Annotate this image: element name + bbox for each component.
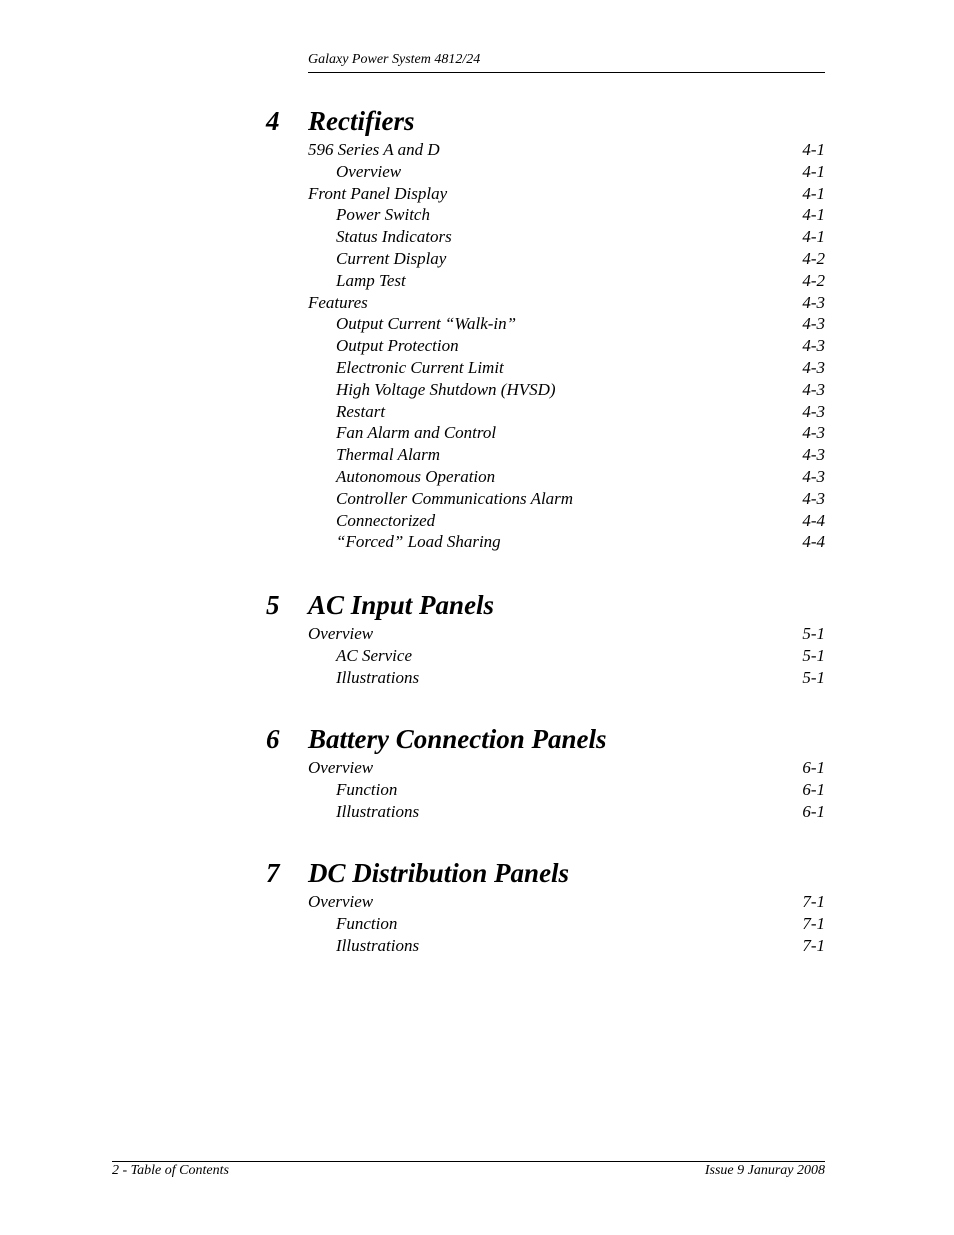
toc-entry-label: Status Indicators [336, 227, 452, 247]
chapter-section [0, 590, 954, 689]
header-divider [308, 72, 825, 73]
chapter-section [0, 858, 954, 957]
toc-entry-page: 4-1 [802, 227, 825, 247]
toc-entry[interactable] [0, 668, 954, 690]
toc-entry-label: Illustrations [336, 667, 420, 687]
toc-entry-page: 4-1 [802, 183, 825, 203]
toc-entry-label: Connectorized [336, 510, 436, 530]
toc-entry-label: “Forced” Load Sharing [336, 532, 501, 552]
toc-entry-label: Restart [336, 401, 386, 421]
chapter-heading[interactable] [0, 590, 954, 624]
toc-entry-page: 4-2 [802, 270, 825, 290]
chapter-number: 4 [266, 106, 280, 136]
toc-entry-page: 4-3 [802, 423, 825, 443]
toc-entry-label: High Voltage Shutdown (HVSD) [336, 379, 556, 399]
toc-entry-label: Function [336, 913, 398, 933]
toc-entry[interactable] [0, 402, 954, 424]
toc-entry[interactable] [0, 205, 954, 227]
toc-entry-label: Power Switch [336, 205, 430, 225]
toc-entry[interactable] [0, 511, 954, 533]
toc-entry[interactable] [0, 467, 954, 489]
toc-entry[interactable] [0, 249, 954, 271]
toc-entry[interactable] [0, 227, 954, 249]
chapter-heading[interactable] [0, 858, 954, 892]
chapter-number: 5 [266, 590, 280, 620]
toc-entry-page: 7-1 [802, 913, 825, 933]
toc-entry-label: AC Service [336, 645, 412, 665]
chapter-number: 6 [266, 724, 280, 754]
toc-entry[interactable] [0, 271, 954, 293]
toc-entry[interactable] [0, 646, 954, 668]
toc-entry-label: Electronic Current Limit [336, 357, 504, 377]
toc-entry[interactable] [0, 380, 954, 402]
toc-entry-page: 7-1 [802, 935, 825, 955]
chapter-title: Battery Connection Panels [308, 724, 607, 754]
toc-entry[interactable] [0, 802, 954, 824]
toc-entry-page: 4-3 [802, 357, 825, 377]
toc-entry-label: Output Protection [336, 336, 459, 356]
toc-entry-label: 596 Series A and D [308, 140, 440, 159]
chapter-section [0, 724, 954, 823]
toc-entry-label: Controller Communications Alarm [336, 488, 574, 508]
toc-entry-page: 4-3 [802, 336, 825, 356]
toc-entry-page: 4-3 [802, 314, 825, 334]
toc-entry[interactable] [0, 624, 954, 646]
toc-entry[interactable] [0, 489, 954, 511]
toc-entry-label: Front Panel Display [308, 183, 448, 203]
toc-entry[interactable] [0, 936, 954, 958]
chapter-title: DC Distribution Panels [308, 858, 570, 888]
toc-entry-label: Overview [308, 892, 374, 911]
toc-entry-page: 4-1 [802, 161, 825, 181]
toc-entry-label: Fan Alarm and Control [336, 423, 497, 443]
toc-entry[interactable] [0, 758, 954, 780]
toc-entry[interactable] [0, 423, 954, 445]
toc-entry-label: Lamp Test [336, 270, 406, 290]
toc-entry-page: 4-3 [802, 488, 825, 508]
toc-entry-page: 5-1 [802, 624, 825, 643]
toc-entry-page: 7-1 [802, 892, 825, 911]
toc-entry[interactable] [0, 184, 954, 206]
toc-entry-page: 5-1 [802, 645, 825, 665]
toc-entry[interactable] [0, 336, 954, 358]
toc-entry-label: Illustrations [336, 935, 420, 955]
toc-entry[interactable] [0, 293, 954, 315]
toc-entry[interactable] [0, 162, 954, 184]
toc-entry-label: Illustrations [336, 801, 420, 821]
footer-divider [112, 1161, 825, 1162]
chapter-number: 7 [266, 858, 280, 888]
toc-entry-label: Current Display [336, 248, 447, 268]
chapter-heading[interactable] [0, 106, 954, 140]
toc-entry-page: 6-1 [802, 758, 825, 777]
toc-entry-page: 4-3 [802, 445, 825, 465]
toc-entry[interactable] [0, 892, 954, 914]
toc-entry-label: Features [308, 292, 368, 312]
chapter-heading[interactable] [0, 724, 954, 758]
toc-entry[interactable] [0, 314, 954, 336]
toc-entry-page: 4-2 [802, 248, 825, 268]
toc-entry-label: Autonomous Operation [336, 466, 496, 486]
toc-entry-page: 6-1 [802, 801, 825, 821]
header-title: Galaxy Power System 4812/24 [308, 52, 481, 67]
toc-entry-page: 4-1 [802, 205, 825, 225]
toc-entry[interactable] [0, 358, 954, 380]
chapter-title: AC Input Panels [308, 590, 495, 620]
chapter-title: Rectifiers [308, 106, 415, 136]
toc-entry-page: 4-4 [802, 510, 825, 530]
toc-entry-page: 6-1 [802, 779, 825, 799]
toc-entry-label: Output Current “Walk-in” [336, 314, 517, 334]
toc-entry-page: 4-3 [802, 466, 825, 486]
toc-entry-page: 4-3 [802, 292, 825, 312]
toc-entry-label: Overview [308, 758, 374, 777]
toc-entry-page: 4-3 [802, 379, 825, 399]
toc-entry-page: 5-1 [802, 667, 825, 687]
toc-entry-label: Overview [336, 161, 402, 181]
toc-entry-label: Overview [308, 624, 374, 643]
toc-entry-page: 4-1 [802, 140, 825, 159]
toc-entry-page: 4-4 [802, 532, 825, 552]
toc-entry-page: 4-3 [802, 401, 825, 421]
footer-section-label: 2 - Table of Contents [112, 1163, 229, 1178]
toc-entry[interactable] [0, 445, 954, 467]
toc-entry[interactable] [0, 532, 954, 554]
toc-entry[interactable] [0, 140, 954, 162]
footer-issue-date: Issue 9 Januray 2008 [704, 1163, 825, 1178]
chapter-section [0, 106, 954, 554]
toc-entry-label: Function [336, 779, 398, 799]
toc-entry-label: Thermal Alarm [336, 445, 441, 465]
toc-entry[interactable] [0, 780, 954, 802]
toc-entry[interactable] [0, 914, 954, 936]
